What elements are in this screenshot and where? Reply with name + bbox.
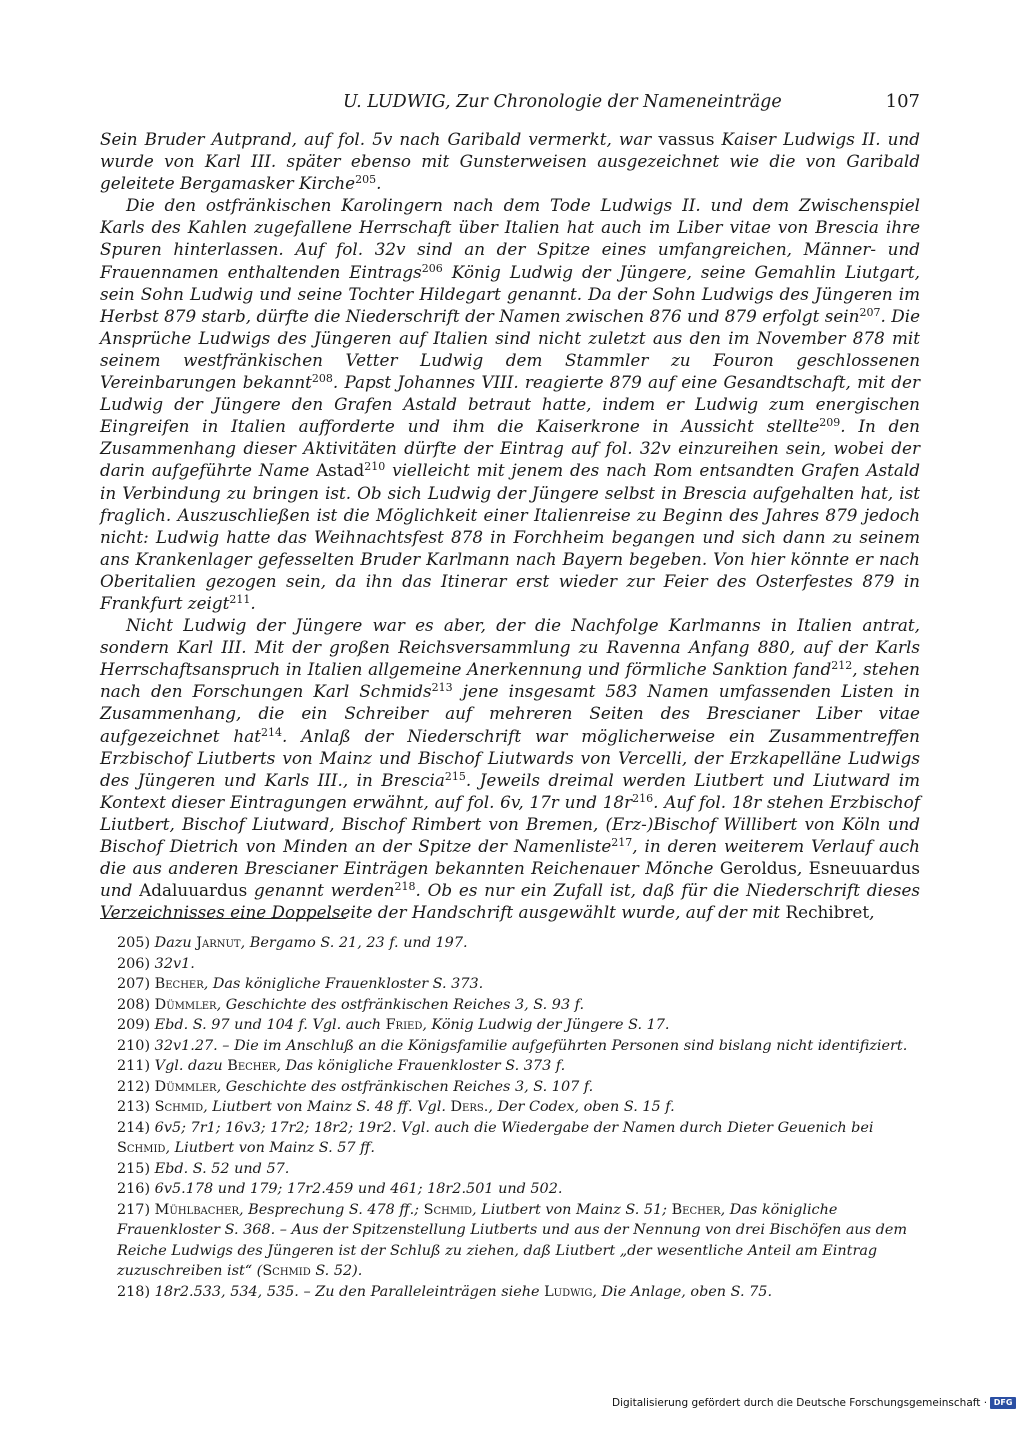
footnote-ref[interactable]: 215	[444, 769, 466, 783]
footnote	[100, 1036, 920, 1057]
footnote	[100, 1159, 920, 1180]
footnote	[100, 1282, 920, 1303]
text-run: . In den Zusammenhang dieser Aktivitäten dürfte der Eintrag auf fol. 32v einzureihen sein, wobei der darin aufgeführte Name	[100, 416, 920, 481]
footnote-number: 205)	[117, 935, 151, 951]
footnote	[100, 1179, 920, 1200]
text-run: Vgl. dazu	[154, 1058, 228, 1074]
text-run: , Das königliche Frauenkloster S. 368. – Aus der Spitzenstellung Liutberts und aus der Nennung von drei Bischöfen aus dem Reiche Ludwigs des Jüngeren ist der Schluß zu ziehen, daß Liutbert „der wesentliche Anteil am Eintrag zuzuschreiben ist“ (	[117, 1201, 908, 1279]
footnote-number: 216)	[117, 1181, 151, 1197]
author-name: Ders.	[450, 1099, 489, 1115]
footnote-ref[interactable]: 214	[260, 725, 282, 739]
footnotes	[100, 933, 920, 1302]
footnote-number: 209)	[117, 1017, 151, 1033]
author-name: Dümmler	[154, 996, 217, 1013]
text-run: . Jeweils dreimal werden Liutbert und Liutward im Kontext dieser Eintragungen erwähnt, auf fol. 6v, 17r und 18r	[100, 769, 921, 812]
body-paragraph	[100, 128, 920, 194]
digitization-credit	[612, 1395, 1013, 1411]
footnote-ref[interactable]: 213	[431, 681, 453, 695]
footnote	[100, 1097, 920, 1118]
footnote-ref[interactable]: 218	[394, 880, 416, 894]
footnote-number: 208)	[117, 996, 151, 1013]
author-name: Schmid	[154, 1099, 204, 1115]
footnote	[100, 954, 920, 975]
footnote-ref[interactable]: 217	[611, 836, 633, 849]
dfg-logo: DFG	[990, 1397, 1016, 1409]
text-run: , Die Anlage, oben S. 75.	[592, 1283, 773, 1300]
text-run: , Liutbert von Mainz S. 51;	[472, 1201, 672, 1218]
footnote-ref[interactable]: 208	[311, 372, 333, 386]
text-run: . Die Ansprüche Ludwigs des Jüngeren auf Italien sind nicht zuletzt aus den im November 878 mit seinem westfränkischen Vetter Ludwig dem Stammler zu Fouron geschlossenen Vereinbarungen bekannt	[100, 305, 920, 393]
roman-term: Adaluuardus	[139, 880, 248, 901]
author-name: Dümmler	[154, 1078, 217, 1095]
text-run: , Das königliche Frauenkloster S. 373.	[203, 976, 484, 992]
text-run: 6v5.178 und 179; 17r2.459 und 461; 18r2.501 und 502.	[154, 1181, 563, 1197]
text-run: ,	[869, 902, 875, 923]
author-name: Becher	[227, 1058, 277, 1074]
text-run: jene insgesamt 583 Namen umfassenden Listen in Zusammenhang, die ein Schreiber auf mehreren Seiten des Brescianer Liber vitae aufgezeichnet hat	[100, 681, 920, 746]
footnote-number: 218)	[117, 1283, 151, 1300]
footnote	[100, 1056, 920, 1077]
text-run: , Geschichte des ostfränkischen Reiches 3, S. 107 f.	[216, 1078, 594, 1095]
footnote-ref[interactable]: 216	[632, 791, 654, 805]
footnote-ref[interactable]: 209	[819, 416, 841, 430]
footnote-number: 206)	[117, 955, 151, 972]
author-name: Becher	[154, 976, 204, 992]
footnote-ref[interactable]: 210	[364, 460, 386, 474]
text-run: , Geschichte des ostfränkischen Reiches 3, S. 93 f.	[216, 996, 585, 1013]
text-run: ,	[796, 858, 809, 879]
footnote	[100, 1077, 920, 1098]
footnote-number: 217)	[117, 1201, 151, 1218]
footnote-number: 207)	[117, 976, 151, 992]
text-run: Sein Bruder Autprand, auf fol. 5v nach Garibald vermerkt, war	[100, 129, 659, 149]
footnote-ref[interactable]: 206	[421, 261, 443, 275]
footnote	[100, 1118, 920, 1159]
footnote	[100, 974, 920, 995]
footnote	[100, 1200, 920, 1282]
text-run: , König Ludwig der Jüngere S. 17.	[422, 1017, 670, 1033]
text-run: , Bergamo S. 21, 23 f. und 197.	[240, 935, 468, 951]
footnote	[100, 933, 920, 954]
footnote-number: 211)	[117, 1058, 151, 1074]
author-name: Schmid	[423, 1201, 473, 1218]
author-name: Schmid	[262, 1263, 311, 1279]
roman-term: Esneuuardus	[808, 858, 921, 879]
author-name: Fried	[385, 1017, 423, 1033]
running-title: U. LUDWIG, Zur Chronologie der Nameneinträge	[343, 92, 782, 112]
footnote	[100, 995, 920, 1016]
credit-text: Digitalisierung gefördert durch die Deutsche Forschungsgemeinschaft ·	[612, 1397, 988, 1409]
footnote-number: 213)	[117, 1099, 151, 1115]
footnote-number: 212)	[117, 1078, 151, 1095]
text-run: , Liutbert von Mainz S. 57 ff.	[165, 1140, 375, 1156]
author-name: Mühlbacher	[154, 1201, 239, 1218]
text-run: Ebd. S. 52 und 57.	[154, 1160, 290, 1177]
footnote-separator	[100, 918, 346, 919]
text-run: .	[376, 173, 382, 194]
text-run: Nicht Ludwig der Jüngere war es aber, der die Nachfolge Karlmanns in Italien antrat, sondern Karl III. Mit der großen Reichsversammlung zu Ravenna Anfang 880, auf der Karls Herrschaftsanspruch in Italien allgemeine Anerkennung und förmliche Sanktion fand	[100, 615, 920, 680]
roman-term: Rechibret	[785, 902, 870, 923]
footnote-ref[interactable]: 205	[355, 173, 377, 187]
footnote-number: 214)	[117, 1119, 151, 1136]
text-run: .	[250, 592, 256, 613]
author-name: Becher	[671, 1201, 721, 1218]
body-paragraph	[100, 614, 920, 923]
footnote	[100, 1015, 920, 1036]
text-run: genannt werden	[247, 880, 395, 901]
roman-term: Geroldus	[719, 858, 797, 879]
text-run: Dazu	[154, 935, 197, 951]
text-run: , Besprechung S. 478 ff.;	[238, 1201, 424, 1218]
text-run: vielleicht mit jenem des nach Rom entsandten Grafen Astald in Verbindung zu bringen ist. Ob sich Ludwig der Jüngere selbst in Brescia aufgehalten hat, ist fraglich. Auszuschließen ist die Möglichkeit einer Italienreise zu Beginn des Jahres 879 jedoch nicht: Ludwig hatte das Weihnachtsfest 878 in Forchheim begangen und sich dann zu seinem ans Krankenlager gefesselten Bruder Karlmann nach Bayern begeben. Von hier könnte er nach Oberitalien gezogen sein, da ihn das Itinerar erst wieder zur Feier des Osterfestes 879 in Frankfurt zeigt	[100, 460, 920, 613]
footnote-ref[interactable]: 211	[229, 592, 251, 606]
text-run: . Auf fol. 18r stehen Erzbischof Liutbert, Bischof Liutward, Bischof Rimbert von Bremen, (Erz-)Bischof Willibert von Köln und Bischof Dietrich von Minden an der Spitze der Namenliste	[100, 791, 920, 856]
running-head	[100, 88, 920, 116]
text-run: . Anlaß der Niederschrift war möglicherweise ein Zusammentreffen Erzbischof Liutberts von Mainz und Bischof Liutwards von Vercelli, der Erzkapelläne Ludwigs des Jüngeren und Karls III., in Brescia	[100, 725, 920, 790]
text-run: , Liutbert von Mainz S. 48 ff. Vgl.	[203, 1099, 451, 1115]
text-run: , Das königliche Frauenkloster S. 373 f.	[276, 1058, 566, 1074]
text-run: . Ob es nur ein Zufall ist, daß für die Niederschrift dieses Verzeichnisses eine Doppelseite der Handschrift ausgewählt wurde, auf der mit	[100, 880, 920, 923]
author-name: Schmid	[117, 1140, 166, 1156]
footnote-ref[interactable]: 212	[831, 659, 853, 673]
text-run: und	[100, 880, 140, 901]
text-run: Die den ostfränkischen Karolingern nach dem Tode Ludwigs II. und dem Zwischenspiel Karls des Kahlen zugefallene Herrschaft über Italien hat auch im Liber vitae von Brescia ihre Spuren hinterlassen. Auf fol. 32v sind an der Spitze eines umfangreichen, Männer- und Frauennamen enthaltenden Eintrags	[100, 195, 920, 282]
footnote-number: 210)	[117, 1037, 151, 1054]
text-run: 32v1.	[154, 955, 195, 972]
roman-term: vassus	[658, 129, 715, 149]
text-run: , in deren weiterem Verlauf auch die aus anderen Brescianer Einträgen bekannten Reichenauer Mönche	[100, 836, 920, 879]
text-run: , stehen nach den Forschungen Karl Schmids	[100, 659, 920, 702]
page-number: 107	[885, 91, 920, 112]
text-run: . Papst Johannes VIII. reagierte 879 auf eine Gesandtschaft, mit der Ludwig der Jüngere den Grafen Astald betraut hatte, indem er Ludwig zum energischen Eingreifen in Italien aufforderte und ihm die Kaiserkrone in Aussicht stellte	[100, 372, 920, 437]
text-run: 18r2.533, 534, 535. – Zu den Paralleleinträgen siehe	[154, 1283, 545, 1300]
text-run: Ebd. S. 97 und 104 f. Vgl. auch	[154, 1017, 386, 1033]
text-run: König Ludwig der Jüngere, seine Gemahlin Liutgart, sein Sohn Ludwig und seine Tochter Hildegart genannt. Da der Sohn Ludwigs des Jüngeren im Herbst 879 starb, dürfte die Niederschrift der Namen zwischen 876 und 879 erfolgt sein	[100, 261, 920, 326]
body-text	[100, 128, 920, 923]
text-run: , Der Codex, oben S. 15 f.	[488, 1099, 675, 1115]
text-run: 6v5; 7r1; 16v3; 17r2; 18r2; 19r2. Vgl. auch die Wiedergabe der Namen durch Dieter Geuenich bei	[154, 1119, 874, 1136]
text-run: S. 52).	[310, 1263, 363, 1279]
footnote-ref[interactable]: 207	[859, 305, 881, 319]
footnote-number: 215)	[117, 1160, 151, 1177]
roman-term: Astad	[316, 460, 365, 481]
text-run: Kaiser Ludwigs II. und wurde von Karl III. später ebenso mit Gunsterweisen ausgezeichnet wie die von Garibald geleitete Bergamasker Kirche	[100, 129, 920, 194]
body-paragraph	[100, 194, 920, 614]
text-run: 32v1.27. – Die im Anschluß an die Königsfamilie aufgeführten Personen sind bislang nicht identifiziert.	[154, 1037, 908, 1054]
author-name: Ludwig	[544, 1283, 593, 1300]
author-name: Jarnut	[196, 935, 241, 951]
